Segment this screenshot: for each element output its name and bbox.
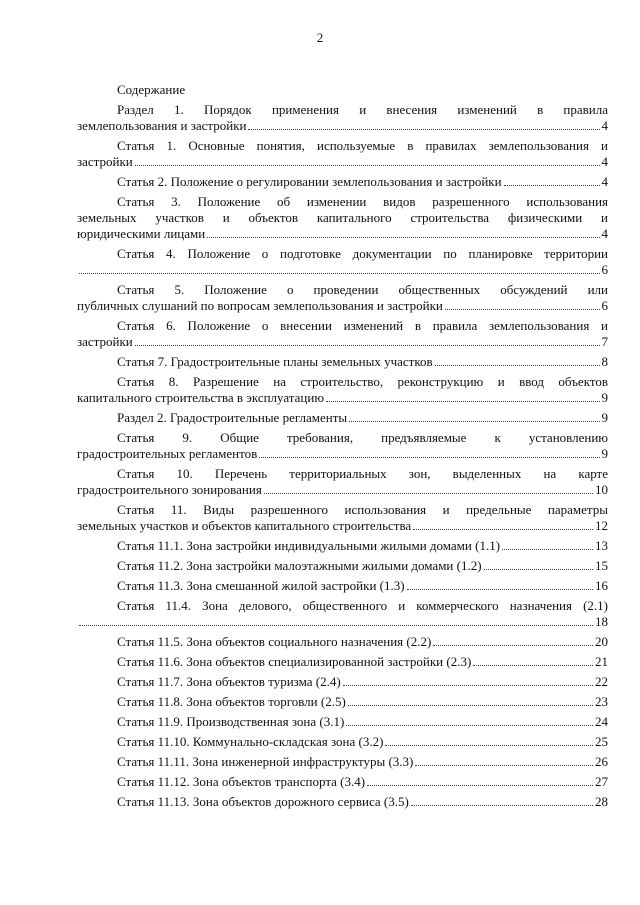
- toc-entry-leader-line: [77, 654, 608, 670]
- toc-entry-page: 15: [595, 558, 608, 573]
- toc-entry-line: Статья 11.1. Зона застройки индивидуальными жилыми домами (1.1): [117, 538, 501, 553]
- toc-entry-page: 10: [595, 482, 608, 497]
- toc-entry-line: Статья 1. Основные понятия, используемые в правилах землепользования и: [117, 138, 608, 153]
- toc-entry[interactable]: [77, 194, 608, 242]
- toc-entry-page: 8: [601, 354, 608, 369]
- toc-entry[interactable]: [77, 374, 608, 406]
- toc-entry-line: Статья 11.13. Зона объектов дорожного сервиса (3.5): [117, 794, 409, 809]
- toc-entry-leader-line: [77, 354, 608, 370]
- dot-leader: [502, 538, 593, 550]
- toc-entry[interactable]: [77, 578, 608, 594]
- dot-leader: [367, 774, 593, 786]
- toc-entry[interactable]: [77, 174, 608, 190]
- toc-entry[interactable]: [77, 634, 608, 650]
- toc-entry[interactable]: [77, 734, 608, 750]
- toc-entry[interactable]: [77, 754, 608, 770]
- toc-entry-line: Статья 11.7. Зона объектов туризма (2.4): [117, 674, 341, 689]
- toc-entry-leader-line: [77, 446, 608, 462]
- toc-entry-page: 4: [601, 118, 608, 133]
- toc-entry[interactable]: [77, 694, 608, 710]
- toc-entry[interactable]: [77, 466, 608, 498]
- toc-entry-page: 18: [595, 614, 608, 629]
- toc-entry[interactable]: [77, 714, 608, 730]
- toc-entry[interactable]: [77, 502, 608, 534]
- toc-entry-page: 13: [595, 538, 608, 553]
- toc-entry-line: градостроительных регламентов: [77, 446, 258, 461]
- toc-title: Содержание: [117, 82, 186, 97]
- dot-leader: [135, 154, 600, 166]
- toc-entry[interactable]: [77, 102, 608, 134]
- dot-leader: [264, 482, 593, 494]
- dot-leader: [79, 262, 600, 274]
- dot-leader: [385, 734, 593, 746]
- toc-entry-line: Статья 4. Положение о подготовке документации по планировке территории: [117, 246, 608, 261]
- toc-entry-page: 9: [601, 410, 608, 425]
- toc-entry-leader-line: [77, 174, 608, 190]
- toc-entry-line: Статья 6. Положение о внесении изменений в правила землепользования и: [117, 318, 608, 333]
- toc-entry[interactable]: [77, 598, 608, 630]
- toc-entry-leader-line: [77, 226, 608, 242]
- toc-entry-leader-line: [77, 558, 608, 574]
- toc-entry-page: 20: [595, 634, 608, 649]
- toc-entry-line: Статья 11.10. Коммунально-складская зона (3.2): [117, 734, 384, 749]
- toc-entry-line: Статья 11.3. Зона смешанной жилой застройки (1.3): [117, 578, 405, 593]
- toc-entry-leader-line: [77, 714, 608, 730]
- toc-entry-leader-line: [77, 390, 608, 406]
- toc-entry-line: Статья 9. Общие требования, предъявляемые к установлению: [117, 430, 608, 445]
- toc-entry[interactable]: [77, 318, 608, 350]
- toc-entry[interactable]: [77, 654, 608, 670]
- toc-entry-line: Статья 11.2. Зона застройки малоэтажными жилыми домами (1.2): [117, 558, 482, 573]
- toc-entry-line: застройки: [77, 334, 133, 349]
- toc-entry-line: Статья 11. Виды разрешенного использования и предельные параметры: [117, 502, 608, 517]
- dot-leader: [413, 518, 593, 530]
- toc-entry-line: градостроительного зонирования: [77, 482, 262, 497]
- toc-entry-leader-line: [77, 754, 608, 770]
- toc-entry-line: Статья 11.9. Производственная зона (3.1): [117, 714, 345, 729]
- toc-entry-line: Раздел 1. Порядок применения и внесения изменений в правила: [117, 102, 608, 117]
- toc-entry-page: 25: [595, 734, 608, 749]
- toc-entry-page: 22: [595, 674, 608, 689]
- toc-entry-leader-line: [77, 154, 608, 170]
- toc-entry-page: 21: [595, 654, 608, 669]
- toc-entry[interactable]: [77, 138, 608, 170]
- dot-leader: [504, 174, 600, 186]
- toc-entry[interactable]: [77, 774, 608, 790]
- dot-leader: [407, 578, 593, 590]
- toc-entry-page: 6: [601, 262, 608, 277]
- toc-entry-line: юридическими лицами: [77, 226, 206, 241]
- toc-entry-leader-line: [77, 734, 608, 750]
- toc-entry-page: 24: [595, 714, 608, 729]
- toc-entry-page: 7: [601, 334, 608, 349]
- dot-leader: [349, 410, 599, 422]
- dot-leader: [326, 390, 599, 402]
- toc-entry-line: публичных слушаний по вопросам землепользования и застройки: [77, 298, 443, 313]
- toc-entry-line: Статья 2. Положение о регулировании землепользования и застройки: [117, 174, 502, 189]
- toc-entry[interactable]: [77, 282, 608, 314]
- toc-entry-leader-line: [77, 614, 608, 630]
- toc-entry-line: Статья 5. Положение о проведении общественных обсуждений или: [117, 282, 608, 297]
- dot-leader: [415, 754, 593, 766]
- toc-entry-page: 28: [595, 794, 608, 809]
- toc-entry-leader-line: [77, 674, 608, 690]
- toc-entry-leader-line: [77, 410, 608, 426]
- toc-entry-line: Статья 8. Разрешение на строительство, реконструкцию и ввод объектов: [117, 374, 608, 389]
- toc-entry-leader-line: [77, 578, 608, 594]
- dot-leader: [348, 694, 593, 706]
- toc-entry[interactable]: [77, 558, 608, 574]
- dot-leader: [484, 558, 593, 570]
- toc-entry[interactable]: [77, 246, 608, 278]
- toc-entry-line: застройки: [77, 154, 133, 169]
- toc-entry[interactable]: [77, 538, 608, 554]
- toc-entry-leader-line: [77, 694, 608, 710]
- toc-entry-page: 9: [601, 446, 608, 461]
- toc-entry-leader-line: [77, 794, 608, 810]
- toc-entry[interactable]: [77, 674, 608, 690]
- dot-leader: [207, 226, 599, 238]
- dot-leader: [259, 446, 599, 458]
- toc-entry[interactable]: [77, 430, 608, 462]
- toc-entry-line: землепользования и застройки: [77, 118, 247, 133]
- dot-leader: [473, 654, 593, 666]
- toc-entry-page: 4: [601, 226, 608, 241]
- dot-leader: [346, 714, 593, 726]
- toc-entry-leader-line: [77, 634, 608, 650]
- toc-entry[interactable]: [77, 354, 608, 370]
- toc-entry-line: Статья 11.12. Зона объектов транспорта (3.4): [117, 774, 366, 789]
- toc-entry-page: 4: [601, 174, 608, 189]
- toc-entry-line: Статья 11.4. Зона делового, общественного и коммерческого назначения (2.1): [117, 598, 608, 613]
- toc-entry-leader-line: [77, 538, 608, 554]
- toc-entry-page: 12: [595, 518, 608, 533]
- dot-leader: [435, 354, 600, 366]
- toc-entry-page: 6: [601, 298, 608, 313]
- toc-entry-line: Статья 3. Положение об изменении видов разрешенного использования: [117, 194, 608, 209]
- toc-entry-line: Статья 11.5. Зона объектов социального назначения (2.2): [117, 634, 432, 649]
- dot-leader: [248, 118, 599, 130]
- toc-entry-line: Раздел 2. Градостроительные регламенты: [117, 410, 348, 425]
- table-of-contents: [77, 82, 608, 814]
- toc-entry-leader-line: [77, 518, 608, 534]
- toc-entry-leader-line: [77, 774, 608, 790]
- toc-entry-leader-line: [77, 334, 608, 350]
- toc-entry-line: капитального строительства в эксплуатацию: [77, 390, 325, 405]
- toc-entry-page: 26: [595, 754, 608, 769]
- toc-entry-line: Статья 11.8. Зона объектов торговли (2.5): [117, 694, 346, 709]
- dot-leader: [445, 298, 600, 310]
- toc-entry-line: Статья 11.6. Зона объектов специализированной застройки (2.3): [117, 654, 472, 669]
- dot-leader: [433, 634, 593, 646]
- dot-leader: [135, 334, 600, 346]
- toc-entry-leader-line: [77, 262, 608, 278]
- dot-leader: [343, 674, 593, 686]
- toc-entry[interactable]: [77, 410, 608, 426]
- toc-entry-page: 9: [601, 390, 608, 405]
- page-number: 2: [316, 30, 324, 45]
- toc-entry-line: Статья 7. Градостроительные планы земельных участков: [117, 354, 433, 369]
- toc-entry-line: Статья 10. Перечень территориальных зон, выделенных на карте: [117, 466, 608, 481]
- dot-leader: [411, 794, 593, 806]
- toc-entry-line: земельных участков и объектов капитального строительства физическими и: [77, 210, 608, 225]
- toc-entry-page: 23: [595, 694, 608, 709]
- toc-entry-line: Статья 11.11. Зона инженерной инфраструктуры (3.3): [117, 754, 414, 769]
- toc-entry-page: 27: [595, 774, 608, 789]
- toc-entry-page: 4: [601, 154, 608, 169]
- dot-leader: [79, 614, 593, 626]
- toc-entry-line: земельных участков и объектов капитального строительства: [77, 518, 412, 533]
- toc-entry-leader-line: [77, 118, 608, 134]
- toc-entry-page: 16: [595, 578, 608, 593]
- toc-entry[interactable]: [77, 794, 608, 810]
- toc-entry-leader-line: [77, 298, 608, 314]
- toc-entry-leader-line: [77, 482, 608, 498]
